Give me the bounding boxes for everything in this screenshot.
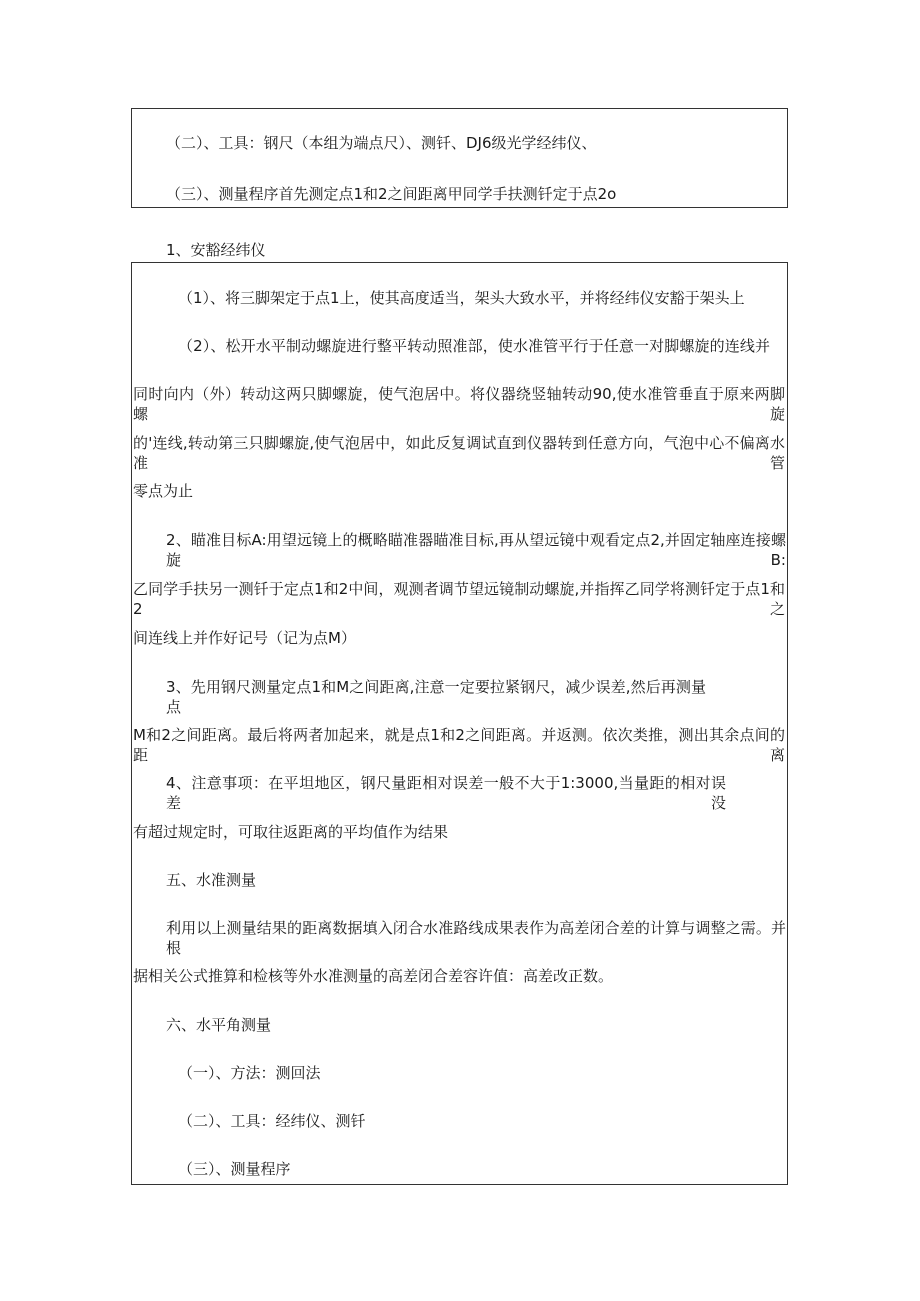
- section-heading-leveling: 五、水准测量: [166, 871, 257, 889]
- method-line: （一）、方法：测回法: [178, 1064, 321, 1082]
- step-2-line-2: 同时向内（外）转动这两只脚螺旋，使气泡居中。将仪器绕竖轴转动90,使水准管垂直于原来两脚螺旋: [133, 385, 785, 423]
- step-2-line-1: （2）、松开水平制动螺旋进行整平转动照准部，使水准管平行于任意一对脚螺旋的连线并: [178, 337, 770, 355]
- section-heading-horizontal-angle: 六、水平角测量: [166, 1016, 272, 1034]
- notes-line-1: 4、注意事项：在平坦地区，钢尺量距相对误差一般不大于1:3000,当量距的相对误差没: [166, 774, 726, 812]
- aim-line-1: 2、瞄准目标A:用望远镜上的概略瞄准器瞄准目标,再从望远镜中观看定点2,并固定轴座连接螺旋B:: [166, 531, 786, 569]
- measure-line-2: M和2之间距离。最后将两者加起来，就是点1和2之间距离。并返测。依次类推，测出其余点间的距离: [133, 726, 785, 764]
- step-2-line-3: 的'连线,转动第三只脚螺旋,使气泡居中，如此反复调试直到仪器转到任意方向，气泡中心不偏离水准管: [133, 434, 785, 472]
- procedure-line: （三）、测量程序首先测定点1和2之间距离甲同学手扶测钎定于点2o: [166, 185, 617, 203]
- step-1-text: （1）、将三脚架定于点1上，使其高度适当，架头大致水平，并将经纬仪安豁于架头上: [178, 289, 745, 307]
- aim-line-3: 间连线上并作好记号（记为点M）: [133, 629, 356, 647]
- notes-line-2: 有超过规定时，可取往返距离的平均值作为结果: [133, 823, 449, 841]
- leveling-line-1: 利用以上测量结果的距离数据填入闭合水准路线成果表作为高差闭合差的计算与调整之需。并根: [166, 919, 786, 957]
- procedure-heading: （三）、测量程序: [178, 1160, 291, 1178]
- aim-line-2: 乙同学手扶另一测钎于定点1和2中间，观测者调节望远镜制动螺旋,并指挥乙同学将测钎定于点1和2之: [133, 580, 785, 618]
- measure-line-1: 3、先用钢尺测量定点1和M之间距离,注意一定要拉紧钢尺，减少误差,然后再测量点: [166, 678, 706, 716]
- tools-line: （二）、工具：钢尺（本组为端点尺）、测钎、DJ6级光学经纬仪、: [166, 134, 597, 152]
- step-2-line-4: 零点为止: [133, 482, 194, 500]
- leveling-line-2: 据相关公式推算和检核等外水准测量的高差闭合差容许值：高差改正数。: [133, 967, 614, 985]
- tools-line-2: （二）、工具：经纬仪、测钎: [178, 1112, 366, 1130]
- section-heading-install: 1、安豁经纬仪: [166, 241, 266, 259]
